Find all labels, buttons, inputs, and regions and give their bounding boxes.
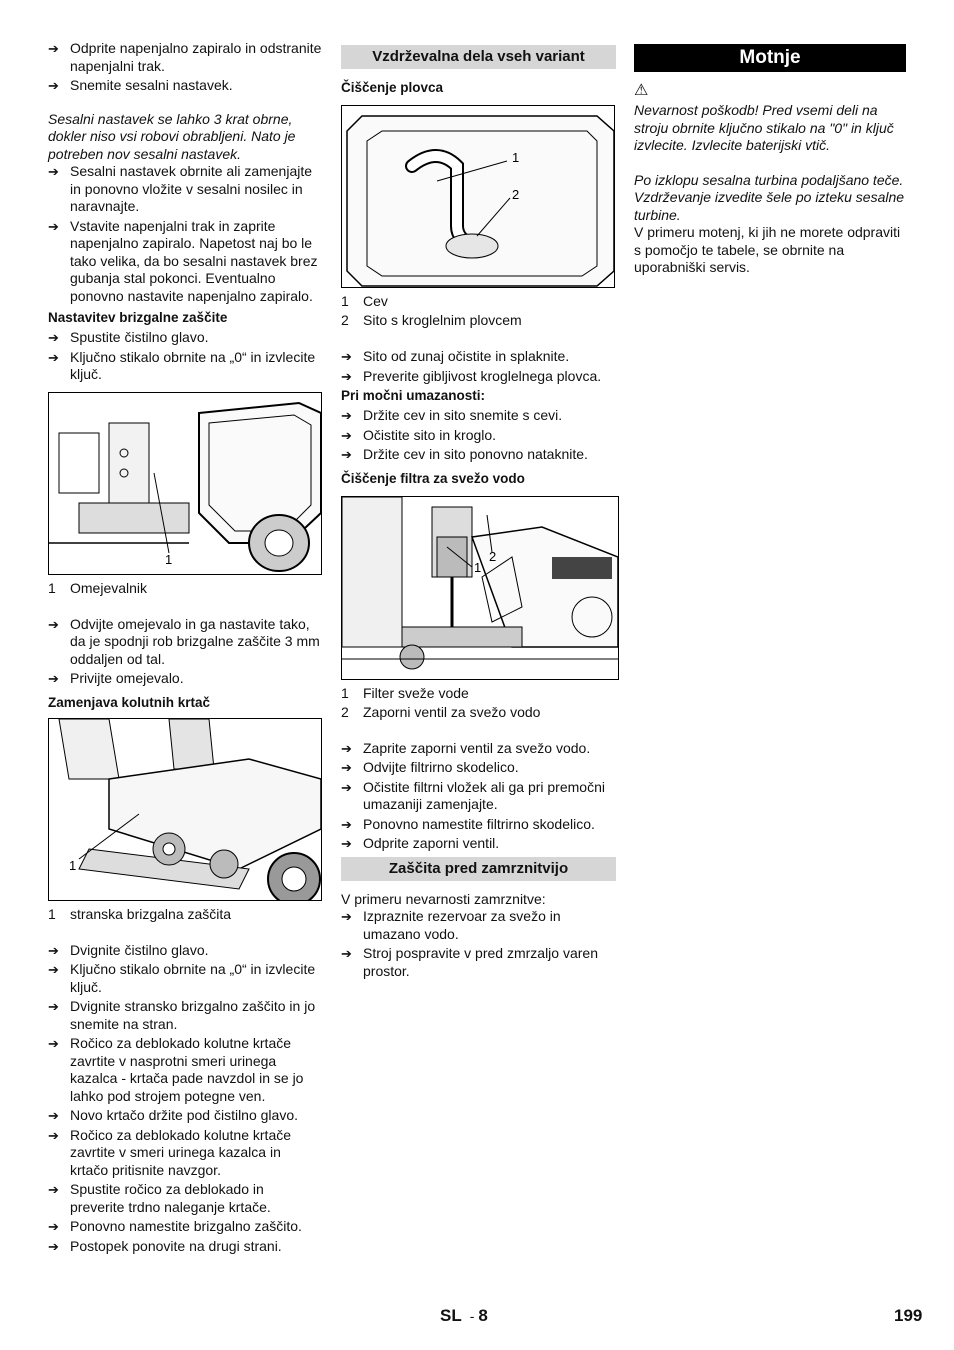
arrow-icon: ➔ [48, 1238, 59, 1254]
figure-float-cleaning [341, 105, 615, 288]
legend-text: stranska brizgalna zaščita [70, 905, 232, 922]
section-title: Čiščenje filtra za svežo vodo [341, 470, 525, 486]
machine-illustration [49, 719, 321, 900]
legend-number: 1 [341, 684, 349, 701]
column-middle [341, 40, 616, 982]
step-text: Sesalni nastavek obrnite ali zamenjajte in ponovno vložite v sesalni nosilec in naravnajte. [70, 163, 313, 214]
step-text: Stroj pospravite v pred zmrzaljo varen prostor. [363, 945, 598, 979]
step-text: Spustite čistilno glavo. [70, 329, 209, 345]
callout-label: 2 [512, 187, 520, 202]
arrow-icon: ➔ [341, 740, 352, 756]
legend-text: Filter sveže vode [363, 684, 469, 701]
callout-label: 2 [489, 548, 497, 564]
legend-item [341, 311, 616, 330]
arrow-icon: ➔ [48, 942, 59, 958]
arrow-icon: ➔ [48, 1108, 59, 1123]
step-item [341, 348, 616, 366]
step-text: Očistite sito in kroglo. [363, 426, 497, 443]
step-item [341, 740, 616, 758]
arrow-icon: ➔ [341, 909, 352, 924]
step-text: Držite cev in sito ponovno nataknite. [363, 446, 588, 462]
step-item [48, 942, 322, 960]
step-list [48, 942, 322, 1256]
section-bar: Motnje [634, 44, 906, 72]
step-item [48, 329, 322, 347]
step-text: Zaprite zaporni ventil za svežo vodo. [363, 739, 591, 756]
step-item [48, 670, 322, 688]
step-text: Očistite filtrni vložek ali ga pri premočni umazaniji zamenjajte. [363, 778, 605, 812]
step-item [341, 759, 616, 777]
step-text: Držite cev in sito snemite s cevi. [363, 407, 563, 423]
step-text: Preverite gibljivost kroglelnega plovca. [363, 367, 602, 384]
arrow-icon: ➔ [48, 330, 59, 345]
figure-splash-guard-limiter [48, 392, 322, 575]
legend-item [48, 905, 322, 924]
arrow-icon: ➔ [341, 349, 352, 364]
legend-number: 1 [48, 905, 56, 922]
callout-label: 1 [474, 559, 482, 575]
arrow-icon: ➔ [341, 427, 352, 443]
step-item [341, 407, 616, 425]
arrow-icon: ➔ [48, 218, 59, 234]
step-text: Ponovno namestite brizgalno zaščito. [70, 1218, 302, 1234]
step-text: Privijte omejevalo. [70, 670, 184, 686]
step-text: Vstavite napenjalni trak in zaprite napenjalno zapiralo. Napetost naj bo le tako velika, da bo sesalni nastavek brez gubanja stal pokonci. Eventualno ponovno nastavite napenjalno zapiralo. [70, 217, 318, 304]
callout-label: 1 [165, 551, 173, 567]
step-text: Ponovno namestite filtrirno skodelico. [363, 815, 595, 832]
section-bar: Vzdrževalna dela vseh variant [341, 45, 616, 69]
arrow-icon: ➔ [341, 408, 352, 423]
arrow-icon: ➔ [48, 1219, 59, 1234]
step-item [341, 427, 616, 445]
figure-legend [48, 579, 322, 598]
step-item [48, 163, 322, 216]
step-list [48, 163, 322, 305]
step-list [341, 348, 616, 385]
step-item [341, 779, 616, 814]
arrow-icon: ➔ [341, 368, 352, 384]
step-text: Ročico za deblokado kolutne krtače zavrtite v nasprotni smeri urinega kazalca - krtača pade navzdol in se jo lahko pod strojem potegne ven. [70, 1035, 304, 1104]
figure-side-splash-guard [48, 718, 322, 901]
step-item [341, 835, 616, 853]
arrow-icon: ➔ [341, 447, 352, 462]
legend-item [48, 579, 322, 598]
step-text: Ključno stikalo obrnite na „0“ in izvlecite ključ. [70, 348, 316, 382]
step-item [48, 1035, 322, 1105]
step-text: Ključno stikalo obrnite na „0“ in izvlecite ključ. [70, 961, 316, 995]
step-item [48, 1107, 322, 1125]
step-item [48, 998, 322, 1033]
warning-text: Nevarnost poškodb! Pred vsemi deli na stroju obrnite ključno stikalo na "0" in ključ izvlecite. Izvlecite baterijski vtič. [634, 102, 894, 153]
body-text: V primeru motenj, ki jih ne morete odpraviti s pomočjo te tabele, se obrnite na uporabniški servis. [634, 224, 901, 275]
step-item [48, 77, 322, 95]
column-left [48, 40, 322, 1257]
arrow-icon: ➔ [48, 616, 59, 632]
intro-text: V primeru nevarnosti zamrznitve: [341, 890, 546, 907]
legend-number: 1 [48, 579, 56, 596]
step-item [48, 616, 322, 669]
arrow-icon: ➔ [341, 836, 352, 851]
arrow-icon: ➔ [341, 946, 352, 961]
step-text: Postopek ponovite na drugi strani. [70, 1237, 282, 1254]
page-number: 199 [894, 1306, 923, 1325]
figure-legend [341, 684, 616, 722]
section-title: Čiščenje plovca [341, 80, 444, 95]
note-text: Po izklopu sesalna turbina podaljšano teče. Vzdrževanje izvedite šele po izteku sesalne turbine. [634, 171, 905, 223]
arrow-icon: ➔ [341, 816, 352, 832]
float-illustration [342, 106, 614, 287]
machine-illustration [49, 393, 321, 574]
figure-legend [48, 905, 322, 924]
step-list [341, 407, 616, 464]
arrow-icon: ➔ [48, 1182, 59, 1197]
legend-text: Zaporni ventil za svežo vodo [363, 703, 541, 720]
legend-number: 1 [341, 293, 349, 309]
figure-legend [341, 292, 616, 330]
step-text: Odvijte omejevalo in ga nastavite tako, da je spodnji rob brizgalne zaščite 3 mm oddaljen od tal. [70, 615, 320, 667]
arrow-icon: ➔ [48, 671, 59, 686]
note-text: Sesalni nastavek se lahko 3 krat obrne, dokler niso vsi robovi obrabljeni. Nato je potreben nov sesalni nastavek. [48, 110, 296, 162]
arrow-icon: ➔ [48, 999, 59, 1014]
step-item [341, 816, 616, 834]
arrow-icon: ➔ [341, 779, 352, 795]
step-text: Spustite ročico za deblokado in preverite trdno naleganje krtače. [70, 1181, 271, 1215]
step-list [48, 616, 322, 688]
filter-illustration [342, 497, 618, 679]
arrow-icon: ➔ [341, 760, 352, 775]
legend-number: 2 [341, 312, 349, 328]
step-list [48, 329, 322, 384]
step-item [48, 1238, 322, 1256]
step-item [341, 945, 616, 980]
step-item [48, 1127, 322, 1180]
step-text: Izpraznite rezervoar za svežo in umazano vodo. [363, 908, 561, 942]
step-text: Odprite zaporni ventil. [363, 835, 500, 851]
legend-text: Sito s kroglelnim plovcem [363, 312, 522, 328]
section-bar: Zaščita pred zamrznitvijo [341, 857, 616, 881]
step-list [341, 908, 616, 980]
step-text: Ročico za deblokado kolutne krtače zavrtite v smeri urinega kazalca in krtačo pritisnite navzgor. [70, 1126, 292, 1178]
callout-label: 1 [69, 857, 77, 873]
step-text: Dvignite čistilno glavo. [70, 941, 209, 958]
callout-label: 1 [512, 150, 520, 165]
section-title: Nastavitev brizgalne zaščite [48, 310, 228, 325]
section-title: Zamenjava kolutnih krtač [48, 694, 211, 710]
step-text: Odprite napenjalno zapiralo in odstranite napenjalni trak. [70, 40, 322, 74]
legend-item [341, 292, 616, 311]
step-item [341, 446, 616, 464]
legend-text: Cev [363, 293, 388, 309]
step-item [341, 908, 616, 943]
column-right [634, 40, 906, 277]
step-item [48, 218, 322, 306]
step-item [48, 961, 322, 996]
figure-fresh-water-filter [341, 496, 619, 680]
legend-item [341, 684, 616, 703]
step-text: Novo krtačo držite pod čistilno glavo. [70, 1107, 298, 1123]
legend-number: 2 [341, 703, 349, 720]
step-list [341, 740, 616, 853]
warning-icon: ⚠ [634, 82, 649, 99]
step-text: Dvignite stransko brizgalno zaščito in jo snemite na stran. [70, 998, 316, 1032]
step-list [48, 40, 322, 95]
legend-item [341, 703, 616, 722]
step-item [48, 349, 322, 384]
arrow-icon: ➔ [48, 349, 59, 365]
step-text: Odvijte filtrirno skodelico. [363, 759, 519, 775]
step-item [48, 1181, 322, 1216]
footer-language: SL - 8 [440, 1306, 488, 1325]
arrow-icon: ➔ [48, 1127, 59, 1143]
arrow-icon: ➔ [48, 962, 59, 977]
arrow-icon: ➔ [48, 78, 59, 93]
arrow-icon: ➔ [48, 41, 59, 56]
step-text: Snemite sesalni nastavek. [70, 77, 233, 93]
section-title: Pri močni umazanosti: [341, 388, 486, 403]
arrow-icon: ➔ [48, 1036, 59, 1051]
step-item [341, 368, 616, 386]
step-text: Sito od zunaj očistite in splaknite. [363, 348, 570, 364]
legend-text: Omejevalnik [70, 579, 148, 596]
step-item [48, 40, 322, 75]
step-item [48, 1218, 322, 1236]
arrow-icon: ➔ [48, 164, 59, 179]
